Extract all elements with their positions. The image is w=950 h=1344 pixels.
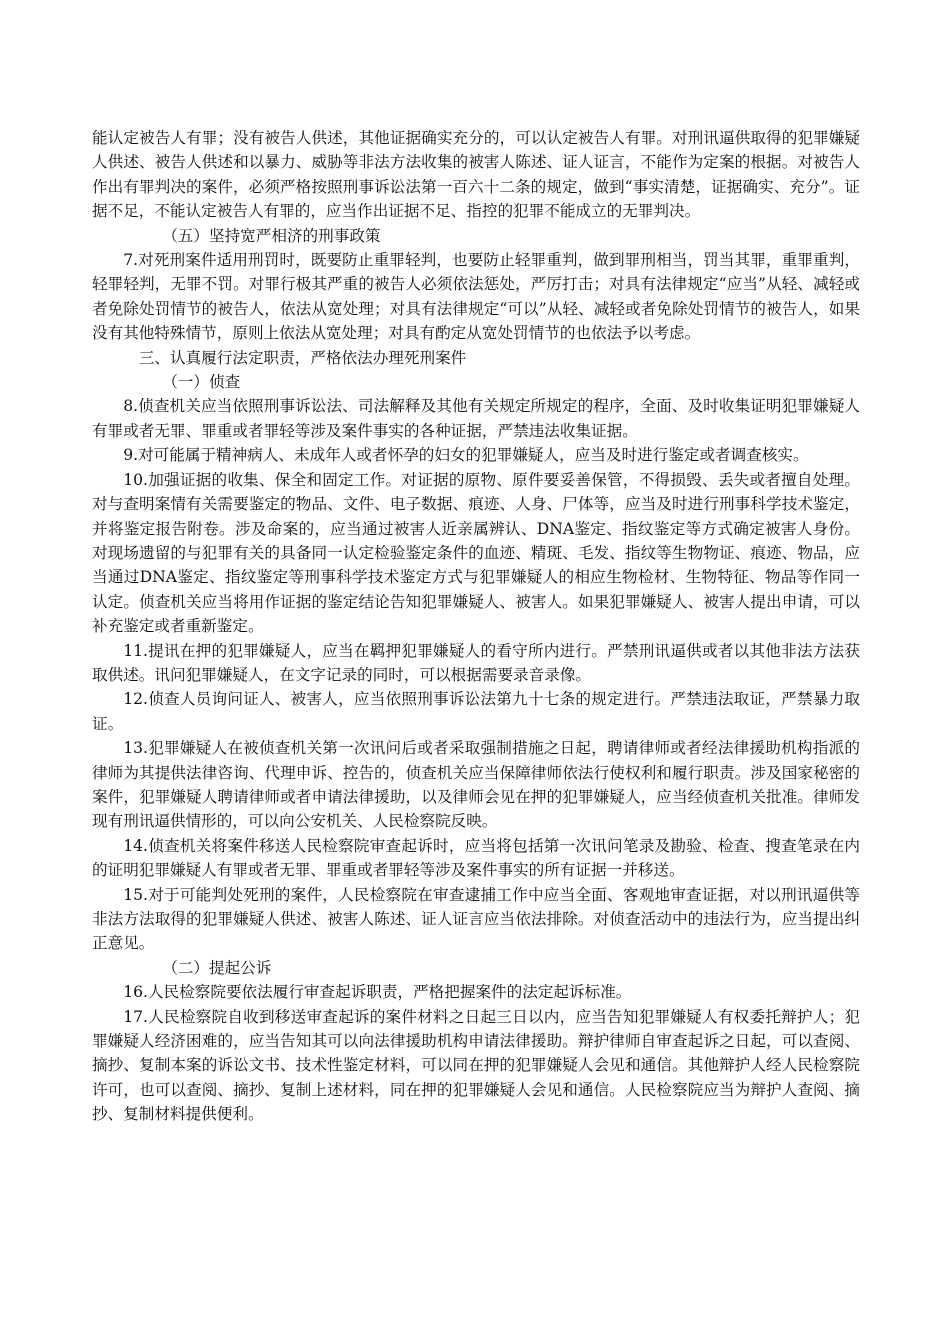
paragraph-10: 10.加强证据的收集、保全和固定工作。对证据的原物、原件要妥善保管，不得损毁、丢失或者擅自处理。对与查明案情有关需要鉴定的物品、文件、电子数据、痕迹、人身、尸体等，应当及时进行刑事科学技术鉴定，并将鉴定报告附卷。涉及命案的，应当通过被害人近亲属辨认、DNA鉴定、指纹鉴定等方式确定被害人身份。对现场遗留的与犯罪有关的具备同一认定检验鉴定条件的血迹、精斑、毛发、指纹等生物物证、痕迹、物品，应当通过DNA鉴定、指纹鉴定等刑事科学技术鉴定方式与犯罪嫌疑人的相应生物检材、生物特征、物品等作同一认定。侦查机关应当将用作证据的鉴定结论告知犯罪嫌疑人、被害人。如果犯罪嫌疑人、被害人提出申请，可以补充鉴定或者重新鉴定。 (92, 470, 860, 636)
subsection-heading-5: （五）坚持宽严相济的刑事政策 (162, 226, 381, 245)
paragraph-8: 8.侦查机关应当依照刑事诉讼法、司法解释及其他有关规定所规定的程序，全面、及时收集证明犯罪嫌疑人有罪或者无罪、罪重或者罪轻等涉及案件事实的各种证据，严禁违法收集证据。 (92, 397, 860, 440)
section-heading-3: 三、认真履行法定职责，严格依法办理死刑案件 (138, 348, 467, 367)
paragraph-15: 15.对于可能判处死刑的案件，人民检察院在审查逮捕工作中应当全面、客观地审查证据，对以刑讯逼供等非法方法取得的犯罪嫌疑人供述、被害人陈述、证人证言应当依法排除。对侦查活动中的违法行为，应当提出纠正意见。 (92, 885, 860, 953)
paragraph-12: 12.侦查人员询问证人、被害人，应当依照刑事诉讼法第九十七条的规定进行。严禁违法取证，严禁暴力取证。 (92, 690, 860, 733)
paragraph-continued: 能认定被告人有罪；没有被告人供述，其他证据确实充分的，可以认定被告人有罪。对刑讯逼供取得的犯罪嫌疑人供述、被告人供述和以暴力、威胁等非法方法收集的被害人陈述、证人证言，不能作为定案的根据。对被告人作出有罪判决的案件，必须严格按照刑事诉讼法第一百六十二条的规定，做到“事实清楚，证据确实、充分”。证据不足，不能认定被告人有罪的，应当作出证据不足、指控的犯罪不能成立的无罪判决。 (92, 129, 860, 221)
subsection-heading-investigation: （一）侦查 (162, 373, 241, 392)
paragraph-7: 7.对死刑案件适用刑罚时，既要防止重罪轻判，也要防止轻罪重判，做到罪刑相当，罚当其罪，重罪重判，轻罪轻判，无罪不罚。对罪行极其严重的被告人必须依法惩处，严厉打击；对具有法律规定“应当”从轻、减轻或者免除处罚情节的被告人，依法从宽处理；对具有法律规定“可以”从轻、减轻或者免除处罚情节的被告人，如果没有其他特殊情节，原则上依法从宽处理；对具有酌定从宽处罚情节的也依法予以考虑。 (92, 251, 860, 343)
paragraph-16: 16.人民检察院要依法履行审查起诉职责，严格把握案件的法定起诉标准。 (123, 983, 632, 1002)
paragraph-17: 17.人民检察院自收到移送审查起诉的案件材料之日起三日以内，应当告知犯罪嫌疑人有权委托辩护人；犯罪嫌疑人经济困难的，应当告知其可以向法律援助机构申请法律援助。辩护律师自审查起诉之日起，可以查阅、摘抄、复制本案的诉讼文书、技术性鉴定材料，可以同在押的犯罪嫌疑人会见和通信。其他辩护人经人民检察院许可，也可以查阅、摘抄、复制上述材料，同在押的犯罪嫌疑人会见和通信。人民检察院应当为辩护人查阅、摘抄、复制材料提供便利。 (92, 1007, 860, 1124)
paragraph-9: 9.对可能属于精神病人、未成年人或者怀孕的妇女的犯罪嫌疑人，应当及时进行鉴定或者调查核实。 (123, 446, 809, 465)
paragraph-14: 14.侦查机关将案件移送人民检察院审查起诉时，应当将包括第一次讯问笔录及勘验、检查、搜查笔录在内的证明犯罪嫌疑人有罪或者无罪、罪重或者罪轻等涉及案件事实的所有证据一并移送。 (92, 836, 860, 880)
paragraph-11: 11.提讯在押的犯罪嫌疑人，应当在羁押犯罪嫌疑人的看守所内进行。严禁刑讯逼供或者以其他非法方法获取供述。讯问犯罪嫌疑人，在文字记录的同时，可以根据需要录音录像。 (92, 641, 860, 684)
subsection-heading-prosecution: （二）提起公诉 (162, 958, 272, 977)
document-page (92, 126, 860, 1127)
paragraph-13: 13.犯罪嫌疑人在被侦查机关第一次讯问后或者采取强制措施之日起，聘请律师或者经法律援助机构指派的律师为其提供法律咨询、代理申诉、控告的，侦查机关应当保障律师依法行使权利和履行职责。涉及国家秘密的案件，犯罪嫌疑人聘请律师或者申请法律援助，以及律师会见在押的犯罪嫌疑人，应当经侦查机关批准。律师发现有刑讯逼供情形的，可以向公安机关、人民检察院反映。 (92, 739, 860, 831)
